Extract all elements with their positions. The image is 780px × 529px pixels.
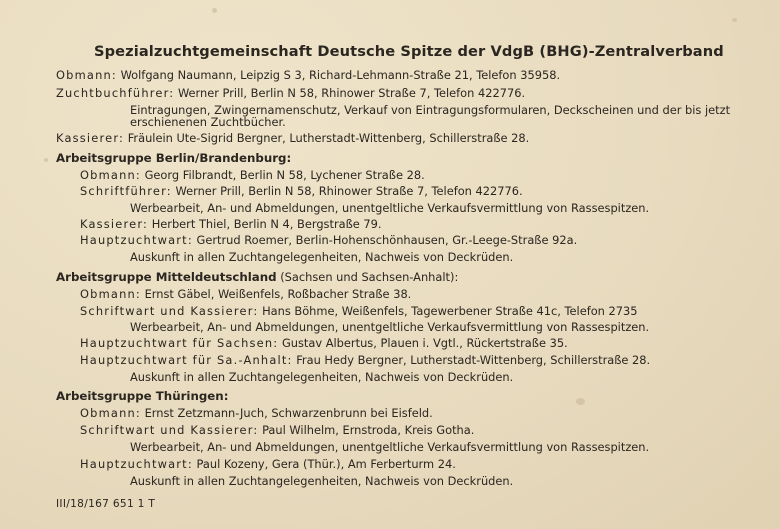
value-schriftwart: Paul Wilhelm, Ernstroda, Kreis Gotha. bbox=[262, 423, 475, 437]
label-hauptzuchtwart: Hauptzuchtwart: bbox=[80, 233, 193, 247]
central-kassierer bbox=[56, 131, 529, 145]
berlin-schrift-note: Werbearbeit, An- und Abmeldungen, unentgeltliche Verkaufsvermittlung von Rassespitzen. bbox=[130, 201, 650, 215]
central-note-1: Eintragungen, Zwingernamenschutz, Verkauf von Eintragungsformularen, Deckscheinen und der bis jetzt bbox=[130, 103, 731, 117]
thueringen-obmann bbox=[80, 406, 433, 420]
central-obmann bbox=[56, 68, 560, 82]
label-hzw-anhalt: Hauptzuchtwart für Sa.-Anhalt: bbox=[80, 353, 293, 367]
berlin-kassierer bbox=[80, 217, 382, 231]
paper-speck bbox=[732, 18, 737, 22]
mittel-schriftwart bbox=[80, 304, 638, 318]
mittel-schrift-note: Werbearbeit, An- und Abmeldungen, unentgeltliche Verkaufsvermittlung von Rassespitzen. bbox=[130, 320, 650, 334]
value-hzw-anhalt: Frau Hedy Bergner, Lutherstadt-Wittenberg, Schillerstraße 28. bbox=[296, 353, 651, 367]
paper-speck bbox=[212, 8, 217, 13]
value-zuchtbuchfuehrer: Werner Prill, Berlin N 58, Rhinower Straße 7, Telefon 422776. bbox=[177, 86, 526, 100]
value-schriftwart: Hans Böhme, Weißenfels, Tagewerbener Straße 41c, Telefon 2735 bbox=[262, 304, 638, 318]
mittel-hzw-anhalt bbox=[80, 353, 650, 367]
value-hauptzuchtwart: Paul Kozeny, Gera (Thür.), Am Ferberturm 24. bbox=[196, 457, 456, 471]
thueringen-hauptzuchtwart bbox=[80, 457, 456, 471]
page-title: Spezialzuchtgemeinschaft Deutsche Spitze der VdgB (BHG)-Zentralverband bbox=[94, 43, 724, 60]
label-hauptzuchtwart: Hauptzuchtwart: bbox=[80, 457, 193, 471]
mittel-obmann bbox=[80, 287, 411, 301]
heading-mitteldeutschland bbox=[56, 270, 458, 284]
mittel-hzw-sachsen bbox=[80, 336, 568, 350]
label-obmann: Obmann: bbox=[56, 68, 117, 82]
label-obmann: Obmann: bbox=[80, 168, 141, 182]
value-hzw-sachsen: Gustav Albertus, Plauen i. Vgtl., Rückertstraße 35. bbox=[281, 336, 568, 350]
label-obmann: Obmann: bbox=[80, 287, 141, 301]
heading-mittel-main: Arbeitsgruppe Mitteldeutschland bbox=[56, 270, 277, 284]
label-obmann: Obmann: bbox=[80, 406, 141, 420]
heading-mittel-suffix: (Sachsen und Sachsen-Anhalt): bbox=[280, 270, 459, 284]
label-schriftwart: Schriftwart und Kassierer: bbox=[80, 304, 259, 318]
berlin-hzw-note: Auskunft in allen Zuchtangelegenheiten, Nachweis von Deckrüden. bbox=[130, 250, 514, 264]
label-kassierer: Kassierer: bbox=[80, 217, 149, 231]
label-hzw-sachsen: Hauptzuchtwart für Sachsen: bbox=[80, 336, 279, 350]
heading-thueringen: Arbeitsgruppe Thüringen: bbox=[56, 389, 229, 403]
thueringen-schriftwart bbox=[80, 423, 474, 437]
berlin-schriftfuehrer bbox=[80, 184, 523, 198]
mittel-hzw-note: Auskunft in allen Zuchtangelegenheiten, Nachweis von Deckrüden. bbox=[130, 370, 514, 384]
value-obmann: Georg Filbrandt, Berlin N 58, Lychener Straße 28. bbox=[144, 168, 425, 182]
value-kassierer: Herbert Thiel, Berlin N 4, Bergstraße 79. bbox=[151, 217, 382, 231]
thueringen-schrift-note: Werbearbeit, An- und Abmeldungen, unentgeltliche Verkaufsvermittlung von Rassespitzen. bbox=[130, 440, 650, 454]
value-kassierer: Fräulein Ute-Sigrid Bergner, Lutherstadt-Wittenberg, Schillerstraße 28. bbox=[127, 131, 530, 145]
berlin-hauptzuchtwart bbox=[80, 233, 577, 247]
central-zuchtbuchfuehrer bbox=[56, 86, 525, 100]
heading-berlin: Arbeitsgruppe Berlin/Brandenburg: bbox=[56, 151, 292, 165]
central-note-2: erschienenen Zuchtbücher. bbox=[130, 115, 286, 129]
berlin-obmann bbox=[80, 168, 425, 182]
value-hauptzuchtwart: Gertrud Roemer, Berlin-Hohenschönhausen, Gr.-Leege-Straße 92a. bbox=[196, 233, 578, 247]
paper-speck bbox=[44, 158, 48, 162]
paper-speck bbox=[576, 398, 585, 405]
label-schriftfuehrer: Schriftführer: bbox=[80, 184, 172, 198]
value-obmann: Ernst Gäbel, Weißenfels, Roßbacher Straße 38. bbox=[144, 287, 412, 301]
label-kassierer: Kassierer: bbox=[56, 131, 125, 145]
value-schriftfuehrer: Werner Prill, Berlin N 58, Rhinower Straße 7, Telefon 422776. bbox=[175, 184, 523, 198]
label-schriftwart: Schriftwart und Kassierer: bbox=[80, 423, 259, 437]
label-zuchtbuchfuehrer: Zuchtbuchführer: bbox=[56, 86, 175, 100]
thueringen-hzw-note: Auskunft in allen Zuchtangelegenheiten, Nachweis von Deckrüden. bbox=[130, 474, 514, 488]
print-code: III/18/167 651 1 T bbox=[56, 498, 156, 510]
value-obmann: Ernst Zetzmann-Juch, Schwarzenbrunn bei Eisfeld. bbox=[144, 406, 433, 420]
value-obmann: Wolfgang Naumann, Leipzig S 3, Richard-Lehmann-Straße 21, Telefon 35958. bbox=[120, 68, 561, 82]
